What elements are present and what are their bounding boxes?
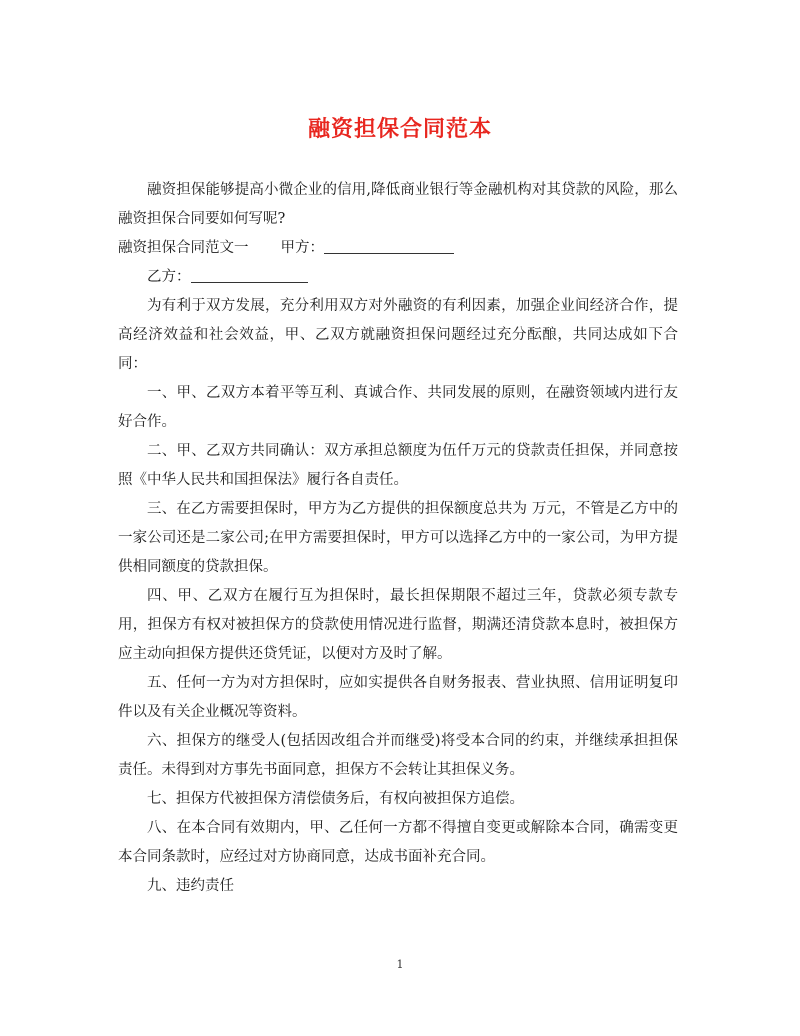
preamble-paragraph: 为有利于双方发展，充分利用双方对外融资的有利因素，加强企业间经济合作，提高经济效益和社会效益，甲、乙双方就融资担保问题经过充分酝酿，共同达成如下合同： bbox=[118, 298, 678, 372]
party-b-blank-line bbox=[191, 266, 308, 283]
party-a-blank-line bbox=[324, 237, 454, 254]
clause-2: 二、甲、乙双方共同确认：双方承担总额度为伍仟万元的贷款责任担保，并同意按照《中华人民共和国担保法》履行各自责任。 bbox=[118, 443, 678, 488]
clause-5: 五、任何一方为对方担保时，应如实提供各自财务报表、营业执照、信用证明复印件以及有关企业概况等资料。 bbox=[118, 675, 678, 720]
document-title: 融资担保合同范本 bbox=[307, 117, 492, 142]
sample-label: 融资担保合同范文一 bbox=[118, 240, 249, 256]
clause-7: 七、担保方代被担保方清偿债务后，有权向被担保方追偿。 bbox=[147, 791, 524, 807]
clause-9: 九、违约责任 bbox=[147, 878, 234, 894]
party-a-label: 甲方： bbox=[280, 240, 324, 256]
clause-4: 四、甲、乙双方在履行互为担保时，最长担保期限不超过三年，贷款必须专款专用，担保方有权对被担保方的贷款使用情况进行监督，期满还清贷款本息时，被担保方应主动向担保方提供还贷凭证，以便对方及时了解。 bbox=[118, 588, 678, 662]
intro-paragraph: 融资担保能够提高小微企业的信用,降低商业银行等金融机构对其贷款的风险，那么融资担保合同要如何写呢? bbox=[118, 182, 678, 227]
sample-header-line bbox=[118, 234, 678, 263]
document-body bbox=[118, 176, 678, 901]
party-b-line bbox=[118, 263, 678, 292]
clause-1: 一、甲、乙双方本着平等互利、真诚合作、共同发展的原则，在融资领域内进行友好合作。 bbox=[118, 385, 678, 430]
clause-8: 八、在本合同有效期内，甲、乙任何一方都不得擅自变更或解除本合同，确需变更本合同条款时，应经过对方协商同意，达成书面补充合同。 bbox=[118, 820, 678, 865]
clause-6: 六、担保方的继受人(包括因改组合并而继受)将受本合同的约束，并继续承担担保责任。未得到对方事先书面同意，担保方不会转让其担保义务。 bbox=[118, 733, 678, 778]
page-number: 1 bbox=[396, 958, 404, 971]
party-b-label: 乙方： bbox=[147, 269, 191, 285]
clause-3: 三、在乙方需要担保时，甲方为乙方提供的担保额度总共为 万元，不管是乙方中的一家公司还是二家公司;在甲方需要担保时，甲方可以选择乙方中的一家公司，为甲方提供相同额度的贷款担保。 bbox=[118, 501, 678, 575]
